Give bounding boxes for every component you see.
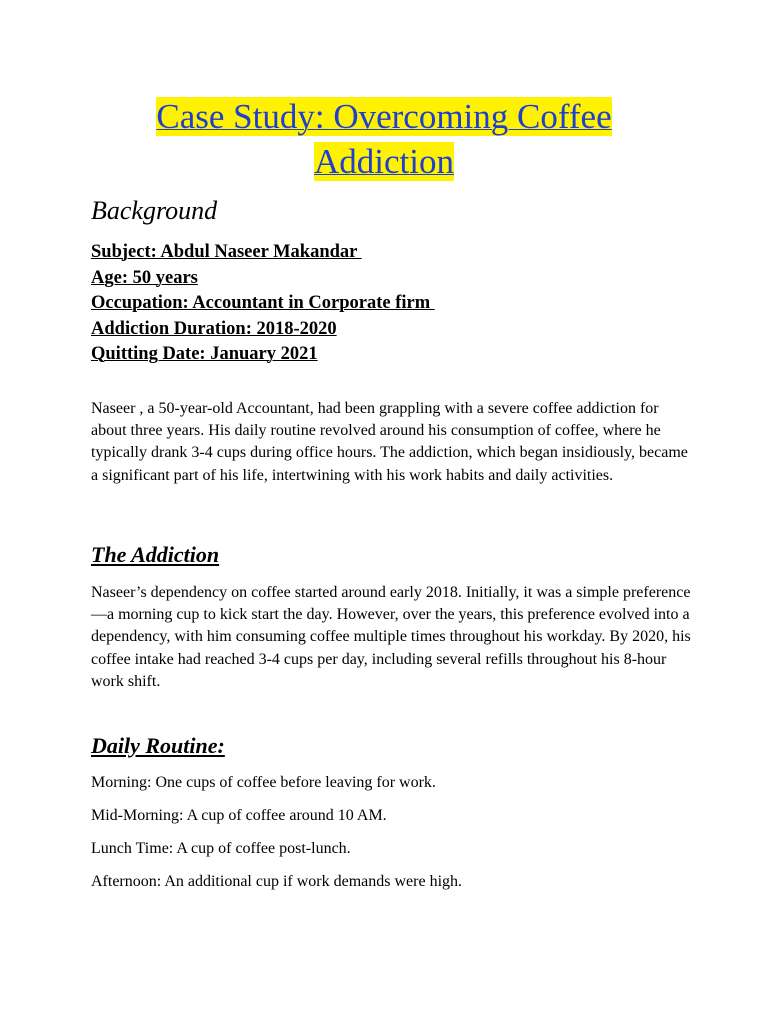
background-heading: Background bbox=[91, 196, 218, 225]
quitting-date-line: Quitting Date: January 2021 bbox=[91, 344, 318, 364]
daily-routine-list bbox=[91, 772, 462, 904]
routine-item-afternoon: Afternoon: An additional cup if work demands were high. bbox=[91, 873, 463, 890]
routine-item-lunch: Lunch Time: A cup of coffee post-lunch. bbox=[91, 840, 351, 857]
subject-line: Subject: Abdul Naseer Makandar bbox=[91, 242, 362, 262]
title-line-2: Addiction bbox=[314, 142, 454, 181]
age-line: Age: 50 years bbox=[91, 267, 198, 288]
title-line-1: Case Study: Overcoming Coffee bbox=[156, 97, 612, 136]
routine-item-mid-morning: Mid-Morning: A cup of coffee around 10 AM. bbox=[91, 807, 387, 824]
addiction-heading: The Addiction bbox=[91, 542, 220, 567]
addiction-paragraph: Naseer’s dependency on coffee started around early 2018. Initially, it was a simple preference—a morning cup to kick start the day. However, over the years, this preference evolved into a dependency, with him consuming coffee multiple times throughout his workday. By 2020, his coffee intake had reached 3-4 cups per day, including several refills throughout his 8-hour work shift. bbox=[91, 584, 691, 690]
background-paragraph: Naseer , a 50-year-old Accountant, had been grappling with a severe coffee addiction for about three years. His daily routine revolved around his consumption of coffee, where he typically drank 3-4 cups during office hours. The addiction, which began insidiously, became a significant part of his life, intertwining with his work habits and daily activities. bbox=[91, 400, 688, 484]
routine-item-morning: Morning: One cups of coffee before leaving for work. bbox=[91, 774, 436, 791]
subject-info-block bbox=[91, 240, 435, 368]
document-title bbox=[0, 94, 768, 184]
addiction-duration-line: Addiction Duration: 2018-2020 bbox=[91, 318, 337, 339]
daily-routine-heading: Daily Routine: bbox=[91, 733, 225, 758]
occupation-line: Occupation: Accountant in Corporate firm bbox=[91, 293, 435, 313]
